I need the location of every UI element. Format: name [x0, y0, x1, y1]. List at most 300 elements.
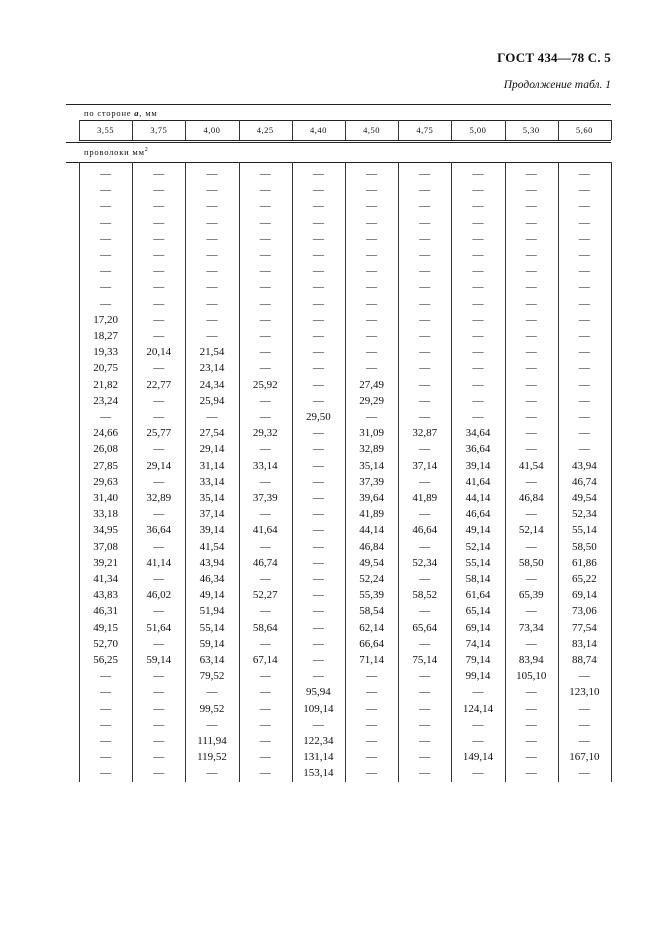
table-cell: 49,15 — [93, 621, 118, 634]
table-cell: 88,74 — [572, 654, 597, 666]
table-cell: — — [578, 411, 590, 423]
table-cell: 74,14 — [465, 637, 491, 650]
table-cell: — — [578, 718, 590, 731]
table-cell: 58,50 — [572, 540, 597, 553]
table-cell: 56,25 — [93, 654, 118, 666]
table-cell: 58,50 — [518, 556, 544, 569]
header-rule-bottom — [79, 140, 611, 141]
table-cell: — — [153, 394, 165, 407]
table-cell: 25,77 — [146, 427, 172, 440]
table-cell: — — [206, 767, 218, 780]
table-cell: — — [525, 184, 537, 197]
table-cell: — — [259, 670, 271, 683]
table-cell: — — [366, 702, 378, 715]
table-cell: — — [578, 670, 590, 683]
table-cell: 17,20 — [93, 313, 118, 326]
table-cell: — — [312, 508, 324, 521]
table-cell: 67,14 — [252, 654, 278, 666]
table-cell: — — [578, 265, 590, 278]
table-cell: 52,14 — [465, 540, 491, 553]
table-cell: — — [100, 735, 112, 747]
table-cell: — — [312, 670, 324, 683]
table-cell: — — [153, 767, 165, 780]
table-cell: — — [153, 686, 165, 699]
table-cell: 21,82 — [93, 378, 118, 391]
table-cell: 79,52 — [199, 670, 225, 683]
table-cell: 23,14 — [199, 362, 225, 375]
table-cell: — — [153, 265, 165, 278]
table-cell: — — [472, 216, 484, 229]
table-cell: 52,14 — [518, 524, 544, 537]
table-cell: 39,64 — [359, 492, 384, 504]
table-cell: — — [259, 184, 271, 197]
table-cell: — — [472, 346, 484, 359]
table-cell: — — [153, 670, 165, 683]
table-cell: 65,64 — [412, 621, 438, 634]
table-cell: — — [578, 378, 590, 391]
area-label-text: проволоки мм — [84, 147, 145, 157]
table-cell: — — [472, 735, 484, 747]
column-header: 5,60 — [575, 125, 593, 135]
table-cell: — — [259, 411, 271, 423]
table-cell: — — [419, 216, 431, 229]
table-cell: — — [472, 249, 484, 261]
table-cell: — — [525, 200, 537, 213]
table-cell: — — [472, 297, 484, 310]
table-cell: — — [525, 394, 537, 407]
table-cell: — — [206, 411, 218, 423]
table-cell: 58,14 — [465, 573, 491, 585]
side-label-prefix: по стороне — [84, 108, 135, 118]
table-cell: — — [525, 362, 537, 375]
table-cell: 55,14 — [199, 621, 225, 634]
table-cell: — — [153, 200, 165, 213]
table-cell: — — [578, 281, 590, 294]
table-cell: — — [206, 232, 218, 245]
table-cell: — — [312, 265, 324, 278]
table-cell: — — [419, 443, 431, 456]
table-cell: — — [419, 735, 431, 747]
side-label-suffix: , мм — [139, 108, 158, 118]
table-cell: — — [206, 330, 218, 342]
table-cell: — — [312, 475, 324, 488]
table-cell: — — [206, 200, 218, 213]
table-cell: 99,52 — [199, 702, 225, 715]
table-cell: — — [259, 475, 271, 488]
table-cell: — — [578, 443, 590, 456]
table-cell: — — [525, 573, 537, 585]
table-cell: — — [312, 216, 324, 229]
header-rule-double — [66, 142, 611, 143]
table-cell: 69,14 — [465, 621, 491, 634]
table-cell: — — [100, 718, 112, 731]
table-cell: 51,64 — [146, 621, 172, 634]
table-cell: — — [366, 281, 378, 294]
table-cell: — — [525, 540, 537, 553]
area-rule — [66, 162, 611, 163]
body-column-divider — [611, 162, 612, 782]
table-cell: 58,52 — [412, 589, 438, 602]
column-header: 3,55 — [97, 125, 115, 135]
table-cell: 58,64 — [252, 621, 278, 634]
table-cell: — — [578, 184, 590, 197]
table-cell: — — [366, 168, 378, 180]
table-cell: 46,64 — [412, 524, 438, 537]
table-cell: — — [259, 637, 271, 650]
table-cell: — — [153, 718, 165, 731]
table-cell: — — [312, 200, 324, 213]
table-cell: — — [259, 702, 271, 715]
table-cell: — — [578, 168, 590, 180]
table-cell: 149,14 — [462, 751, 494, 764]
table-cell: — — [366, 670, 378, 683]
table-cell: 131,14 — [303, 751, 334, 764]
table-cell: 83,14 — [572, 637, 597, 650]
table-cell: 51,94 — [199, 605, 225, 618]
table-cell: 111,94 — [197, 735, 227, 747]
table-cell: — — [525, 249, 537, 261]
table-cell: — — [206, 184, 218, 197]
table-cell: — — [312, 184, 324, 197]
table-cell: 29,14 — [199, 443, 225, 456]
table-cell: — — [100, 200, 112, 213]
table-cell: — — [366, 735, 378, 747]
table-cell: — — [472, 718, 484, 731]
table-cell: — — [259, 346, 271, 359]
table-cell: — — [312, 654, 324, 666]
header-column-divider — [611, 120, 612, 140]
table-cell: 52,34 — [412, 556, 438, 569]
table-cell: 49,14 — [199, 589, 225, 602]
table-cell: — — [312, 394, 324, 407]
table-cell: — — [472, 686, 484, 699]
table-cell: — — [525, 475, 537, 488]
table-cell: — — [312, 427, 324, 440]
table-cell: — — [100, 297, 112, 310]
table-cell: — — [525, 265, 537, 278]
table-cell: — — [259, 508, 271, 521]
table-cell: 33,14 — [199, 475, 225, 488]
table-cell: — — [259, 573, 271, 585]
table-cell: 167,10 — [569, 751, 600, 764]
table-cell: — — [312, 297, 324, 310]
table-cell: — — [259, 330, 271, 342]
table-cell: — — [100, 670, 112, 683]
table-cell: — — [419, 411, 431, 423]
table-cell: — — [419, 751, 431, 764]
table-continuation-label: Продолжение табл. 1 — [503, 79, 611, 91]
table-cell: — — [419, 767, 431, 780]
table-cell: — — [419, 686, 431, 699]
table-cell: — — [419, 346, 431, 359]
table-cell: — — [525, 232, 537, 245]
table-cell: — — [206, 168, 218, 180]
table-cell: — — [259, 265, 271, 278]
table-cell: 29,63 — [93, 475, 118, 488]
table-cell: — — [153, 751, 165, 764]
table-cell: — — [472, 168, 484, 180]
table-cell: — — [419, 184, 431, 197]
table-cell: — — [578, 394, 590, 407]
table-cell: — — [259, 313, 271, 326]
table-cell: 44,14 — [359, 524, 384, 537]
table-cell: 41,14 — [146, 556, 172, 569]
table-cell: — — [259, 751, 271, 764]
table-cell: — — [206, 313, 218, 326]
table-cell: — — [366, 362, 378, 375]
table-cell: — — [312, 718, 324, 731]
table-cell: — — [259, 767, 271, 780]
table-cell: — — [100, 232, 112, 245]
table-cell: — — [419, 540, 431, 553]
table-cell: 20,75 — [93, 362, 118, 375]
table-cell: — — [312, 605, 324, 618]
table-cell: 33,18 — [93, 508, 118, 521]
table-cell: 26,08 — [93, 443, 118, 456]
table-cell: — — [525, 427, 537, 440]
table-cell: 31,14 — [199, 459, 225, 472]
table-cell: — — [206, 718, 218, 731]
side-label-variable: a — [134, 108, 140, 118]
table-cell: — — [100, 249, 112, 261]
table-cell: — — [366, 718, 378, 731]
table-cell: 24,66 — [93, 427, 118, 440]
table-cell: — — [153, 362, 165, 375]
table-cell: — — [419, 330, 431, 342]
table-top-rule — [66, 104, 611, 105]
table-cell: — — [153, 411, 165, 423]
table-cell: — — [153, 735, 165, 747]
table-cell: 63,14 — [199, 654, 225, 666]
table-cell: — — [419, 249, 431, 261]
area-label-sup: 2 — [144, 147, 148, 154]
column-header: 4,75 — [416, 125, 434, 135]
table-cell: — — [419, 573, 431, 585]
table-cell: — — [525, 346, 537, 359]
table-cell: 25,94 — [199, 394, 225, 407]
table-cell: — — [100, 751, 112, 764]
table-cell: — — [312, 281, 324, 294]
table-cell: — — [366, 265, 378, 278]
table-cell: — — [472, 200, 484, 213]
table-cell: — — [259, 686, 271, 699]
table-cell: 52,34 — [572, 508, 597, 521]
table-cell: 105,10 — [516, 670, 547, 683]
table-cell: — — [472, 394, 484, 407]
table-cell: — — [472, 184, 484, 197]
table-cell: — — [312, 249, 324, 261]
table-cell: — — [578, 232, 590, 245]
table-cell: — — [153, 573, 165, 585]
column-header: 5,00 — [469, 125, 487, 135]
table-cell: 55,14 — [465, 556, 491, 569]
table-cell: — — [206, 265, 218, 278]
table-cell: 25,92 — [252, 378, 278, 391]
table-cell: — — [472, 411, 484, 423]
table-cell: 44,14 — [465, 492, 491, 504]
table-cell: 122,34 — [303, 735, 334, 747]
table-cell: — — [525, 718, 537, 731]
table-cell: 124,14 — [462, 702, 494, 715]
table-cell: 41,64 — [252, 524, 278, 537]
table-cell: 46,74 — [252, 556, 278, 569]
table-cell: 41,64 — [465, 475, 491, 488]
table-cell: — — [100, 702, 112, 715]
table-cell: 41,89 — [412, 492, 438, 504]
table-cell: 62,14 — [359, 621, 384, 634]
table-cell: — — [525, 605, 537, 618]
table-cell: — — [419, 168, 431, 180]
table-cell: — — [153, 216, 165, 229]
table-cell: — — [419, 362, 431, 375]
table-cell: — — [578, 427, 590, 440]
table-cell: — — [472, 313, 484, 326]
table-cell: 18,27 — [93, 330, 118, 342]
table-cell: — — [312, 524, 324, 537]
table-cell: — — [525, 767, 537, 780]
table-cell: 37,39 — [252, 492, 278, 504]
table-cell: — — [525, 216, 537, 229]
table-cell: — — [153, 313, 165, 326]
table-cell: 27,85 — [93, 459, 118, 472]
table-cell: — — [472, 378, 484, 391]
table-cell: 119,52 — [197, 751, 227, 764]
table-cell: — — [419, 475, 431, 488]
table-cell: 46,74 — [572, 475, 597, 488]
table-cell: 61,86 — [572, 556, 597, 569]
table-cell: — — [419, 637, 431, 650]
table-cell: 73,34 — [518, 621, 544, 634]
table-cell: — — [100, 281, 112, 294]
table-cell: 46,84 — [518, 492, 544, 504]
table-cell: — — [525, 686, 537, 699]
table-cell: 49,14 — [465, 524, 491, 537]
column-header: 4,25 — [256, 125, 274, 135]
table-cell: — — [153, 605, 165, 618]
table-cell: — — [259, 718, 271, 731]
table-cell: — — [259, 297, 271, 310]
table-cell: 52,70 — [93, 637, 118, 650]
table-cell: — — [153, 540, 165, 553]
table-cell: — — [312, 556, 324, 569]
table-cell: 52,24 — [359, 573, 384, 585]
table-cell: — — [259, 249, 271, 261]
table-cell: — — [366, 346, 378, 359]
table-cell: — — [419, 718, 431, 731]
table-cell: — — [100, 265, 112, 278]
table-cell: 59,14 — [146, 654, 172, 666]
table-cell: — — [153, 443, 165, 456]
table-cell: 29,50 — [306, 411, 331, 423]
table-cell: — — [312, 313, 324, 326]
table-cell: — — [312, 621, 324, 634]
table-cell: — — [578, 313, 590, 326]
table-cell: — — [206, 281, 218, 294]
table-cell: 32,89 — [146, 492, 172, 504]
table-cell: — — [472, 265, 484, 278]
table-cell: — — [312, 232, 324, 245]
table-cell: 29,14 — [146, 459, 172, 472]
table-cell: 41,34 — [93, 573, 118, 585]
table-cell: 83,94 — [518, 654, 544, 666]
table-cell: 123,10 — [569, 686, 600, 699]
table-cell: 19,33 — [93, 346, 118, 359]
table-cell: — — [100, 184, 112, 197]
table-cell: 34,64 — [465, 427, 491, 440]
table-cell: 49,54 — [359, 556, 384, 569]
table-cell: — — [366, 232, 378, 245]
table-cell: — — [578, 362, 590, 375]
area-label — [84, 147, 148, 157]
table-cell: — — [525, 168, 537, 180]
table-cell: — — [366, 313, 378, 326]
column-header: 3,75 — [150, 125, 168, 135]
table-cell: 20,14 — [146, 346, 172, 359]
table-cell: — — [366, 249, 378, 261]
table-cell: 41,54 — [199, 540, 225, 553]
table-cell: — — [259, 200, 271, 213]
table-cell: 41,54 — [518, 459, 544, 472]
table-cell: — — [366, 216, 378, 229]
table-cell: — — [578, 216, 590, 229]
table-cell: 37,08 — [93, 540, 118, 553]
table-cell: — — [100, 168, 112, 180]
table-cell: 29,29 — [359, 394, 384, 407]
table-cell: 65,22 — [572, 573, 597, 585]
table-cell: 77,54 — [572, 621, 597, 634]
table-cell: — — [419, 605, 431, 618]
table-cell: — — [153, 297, 165, 310]
table-cell: — — [366, 751, 378, 764]
table-cell: 36,64 — [465, 443, 491, 456]
table-cell: 55,14 — [572, 524, 597, 537]
table-cell: 58,54 — [359, 605, 384, 618]
table-cell: 41,89 — [359, 508, 384, 521]
table-cell: — — [525, 637, 537, 650]
table-cell: — — [312, 378, 324, 391]
table-cell: — — [259, 540, 271, 553]
table-cell: 66,64 — [359, 637, 384, 650]
table-cell: — — [419, 313, 431, 326]
table-cell: 39,14 — [465, 459, 491, 472]
table-cell: — — [312, 573, 324, 585]
table-cell: — — [472, 767, 484, 780]
table-cell: 109,14 — [303, 702, 334, 715]
table-cell: 22,77 — [146, 378, 172, 391]
table-cell: — — [578, 330, 590, 342]
table-cell: — — [153, 330, 165, 342]
table-cell: 43,83 — [93, 589, 118, 602]
table-cell: — — [259, 168, 271, 180]
table-cell: 27,49 — [359, 378, 384, 391]
table-cell: — — [525, 702, 537, 715]
table-cell: — — [525, 281, 537, 294]
table-cell: 65,14 — [465, 605, 491, 618]
table-cell: — — [312, 346, 324, 359]
table-cell: 46,34 — [199, 573, 225, 585]
table-cell: — — [312, 459, 324, 472]
table-cell: — — [259, 232, 271, 245]
table-cell: — — [312, 637, 324, 650]
table-cell: — — [578, 346, 590, 359]
table-cell: — — [366, 330, 378, 342]
table-cell: — — [153, 475, 165, 488]
table-cell: — — [419, 378, 431, 391]
table-cell: 79,14 — [465, 654, 491, 666]
table-cell: — — [366, 686, 378, 699]
table-cell: — — [525, 378, 537, 391]
table-cell: 95,94 — [306, 686, 331, 699]
